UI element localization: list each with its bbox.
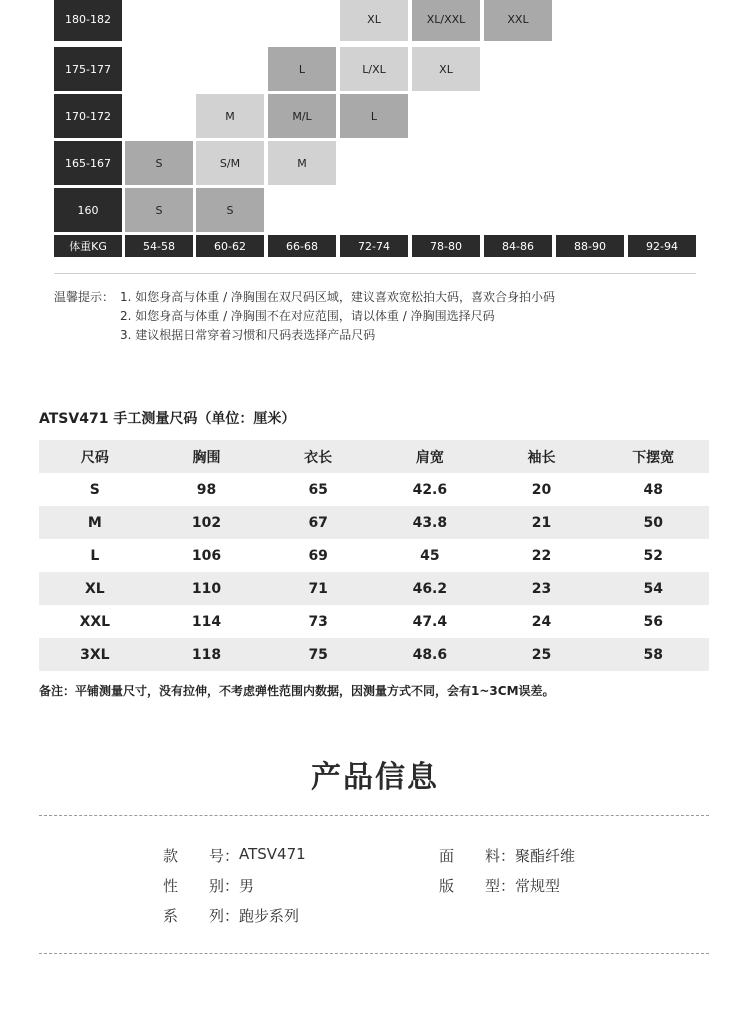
table-cell: 20 — [531, 481, 552, 498]
size-cell: L — [268, 47, 336, 91]
field-value: 常规型 — [515, 877, 561, 895]
field-key-2: 别： — [208, 877, 239, 895]
size-cell: M/L — [268, 94, 336, 138]
table-cell: L — [90, 547, 100, 564]
weight-range: 66-68 — [268, 235, 336, 257]
field-key-1: 面 — [439, 847, 455, 865]
height-label: 180-182 — [54, 0, 122, 41]
weight-range: 84-86 — [484, 235, 552, 257]
height-label: 160 — [54, 188, 122, 232]
field-value: ATSV471 — [239, 845, 306, 863]
table-cell: 胸围 — [192, 449, 221, 466]
table-cell: M — [87, 514, 102, 531]
table-cell: 45 — [420, 547, 440, 564]
table-row — [39, 638, 709, 671]
table-cell: 54 — [643, 580, 663, 597]
height-label: 165-167 — [54, 141, 122, 185]
height-label: 175-177 — [54, 47, 122, 91]
measure-title: ATSV471 手工测量尺码（单位：厘米） — [39, 411, 296, 427]
dashed-divider-bottom — [39, 953, 709, 954]
tip-line-1: 1. 如您身高与体重 / 净胸围在双尺码区域，建议喜欢宽松拍大码，喜欢合身拍小码 — [120, 290, 555, 304]
weight-range: 78-80 — [412, 235, 480, 257]
size-chart-grid — [0, 0, 750, 262]
field-key-1: 款 — [163, 847, 179, 865]
field-key-2: 列： — [208, 907, 239, 925]
table-cell: 衣长 — [304, 449, 333, 466]
table-cell: 48.6 — [412, 646, 448, 663]
table-cell: 65 — [308, 481, 328, 498]
weight-range: 72-74 — [340, 235, 408, 257]
field-value: 男 — [239, 877, 255, 895]
table-cell: 47.4 — [412, 613, 448, 630]
table-cell: 肩宽 — [415, 449, 444, 466]
size-cell: S — [196, 188, 264, 232]
table-cell: 75 — [308, 646, 328, 663]
divider — [54, 273, 696, 274]
product-field — [163, 905, 299, 926]
size-cell: XXL — [484, 0, 552, 41]
table-cell: 袖长 — [527, 449, 556, 466]
weight-range: 60-62 — [196, 235, 264, 257]
product-field — [439, 845, 575, 866]
size-cell: M — [196, 94, 264, 138]
table-row — [39, 473, 709, 506]
size-cell: L/XL — [340, 47, 408, 91]
field-key-1: 系 — [163, 907, 179, 925]
size-cell: XL — [340, 0, 408, 41]
product-field — [163, 845, 306, 866]
table-cell: 50 — [643, 514, 663, 531]
table-cell: S — [89, 481, 100, 498]
table-row — [39, 572, 709, 605]
field-key-1: 版 — [439, 877, 455, 895]
table-cell: 98 — [196, 481, 217, 498]
table-cell: 58 — [643, 646, 663, 663]
field-key-2: 号： — [208, 847, 239, 865]
table-cell: XL — [84, 580, 105, 597]
table-cell: 尺码 — [80, 449, 109, 466]
table-row — [39, 506, 709, 539]
table-cell: 42.6 — [412, 481, 448, 498]
table-cell: 67 — [308, 514, 328, 531]
table-cell: 48 — [643, 481, 663, 498]
size-cell: XL — [412, 47, 480, 91]
table-cell: 23 — [531, 580, 552, 597]
product-field — [439, 875, 560, 896]
table-cell: 114 — [191, 613, 222, 630]
table-cell: 69 — [308, 547, 328, 564]
table-cell: 56 — [643, 613, 663, 630]
product-info-title: 产品信息 — [311, 760, 439, 795]
table-cell: 43.8 — [412, 514, 448, 531]
table-cell: 21 — [531, 514, 552, 531]
field-value: 聚酯纤维 — [515, 847, 576, 865]
table-cell: 22 — [531, 547, 552, 564]
field-key-2: 料： — [484, 847, 515, 865]
table-cell: 71 — [308, 580, 328, 597]
table-cell: 106 — [191, 547, 222, 564]
size-cell: S/M — [196, 141, 264, 185]
tips-label: 温馨提示： — [54, 290, 115, 304]
weight-range: 92-94 — [628, 235, 696, 257]
table-cell: 118 — [191, 646, 222, 663]
table-cell: 24 — [531, 613, 552, 630]
size-cell: XL/XXL — [412, 0, 480, 41]
measure-table — [39, 440, 709, 671]
size-cell: S — [125, 141, 193, 185]
measure-note: 备注：平铺测量尺寸，没有拉伸，不考虑弹性范围内数据，因测量方式不同，会有1~3CM误差。 — [39, 684, 555, 698]
height-label: 170-172 — [54, 94, 122, 138]
weight-label: 体重KG — [54, 235, 122, 257]
field-value: 跑步系列 — [239, 907, 300, 925]
weight-range: 88-90 — [556, 235, 624, 257]
table-row — [39, 605, 709, 638]
table-cell: 102 — [191, 514, 222, 531]
product-field — [163, 875, 254, 896]
dashed-divider-top — [39, 815, 709, 816]
weight-range: 54-58 — [125, 235, 193, 257]
table-cell: 下摆宽 — [632, 449, 675, 466]
size-cell: L — [340, 94, 408, 138]
field-key-1: 性 — [163, 877, 179, 895]
field-key-2: 型： — [484, 877, 515, 895]
table-cell: 110 — [191, 580, 222, 597]
table-cell: 73 — [308, 613, 328, 630]
table-cell: 25 — [531, 646, 552, 663]
table-cell: 52 — [643, 547, 663, 564]
table-row — [39, 539, 709, 572]
table-header-row — [39, 440, 709, 473]
size-cell: M — [268, 141, 336, 185]
size-cell: S — [125, 188, 193, 232]
tip-line-2: 2. 如您身高与体重 / 净胸围不在对应范围，请以体重 / 净胸围选择尺码 — [120, 309, 495, 323]
table-cell: 3XL — [80, 646, 110, 663]
tip-line-3: 3. 建议根据日常穿着习惯和尺码表选择产品尺码 — [120, 328, 376, 342]
table-cell: XXL — [79, 613, 111, 630]
table-cell: 46.2 — [412, 580, 448, 597]
size-tips — [54, 288, 555, 345]
